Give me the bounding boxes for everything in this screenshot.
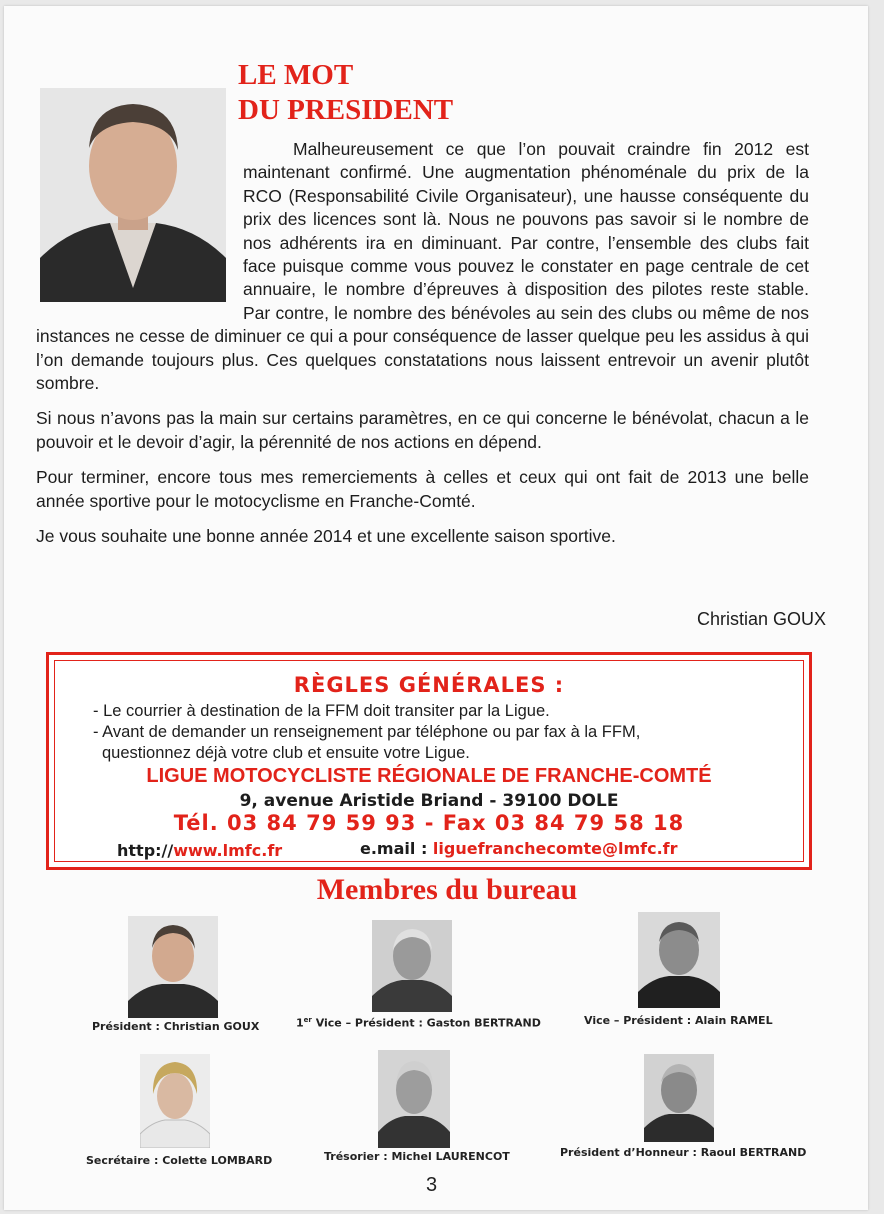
signature: Christian GOUX (696, 609, 826, 629)
email-link[interactable]: e.mail : liguefranchecomte@lmfc.fr (360, 839, 678, 858)
league-phone: Tél. 03 84 79 59 93 - Fax 03 84 79 58 18 (173, 811, 685, 835)
league-name: LIGUE MOTOCYCLISTE RÉGIONALE DE FRANCHE-COMTÉ (146, 765, 712, 787)
member-photo (128, 916, 218, 1018)
member-caption: Vice – Président : Alain RAMEL (584, 1014, 773, 1027)
member-photo (372, 920, 452, 1012)
member-caption: Président : Christian GOUX (92, 1020, 260, 1033)
rule-item: - Avant de demander un renseignement par téléphone ou par fax à la FFM, (93, 723, 641, 741)
league-address: 9, avenue Aristide Briand - 39100 DOLE (239, 791, 619, 811)
message-paragraph: Si nous n’avons pas la main sur certains paramètres, en ce qui concerne le bénévolat, chacun a le pouvoir et le devoir d’agir, la pérennité de nos actions en dépend. (36, 408, 809, 452)
message-paragraph: Je vous souhaite une bonne année 2014 et une excellente saison sportive. (36, 526, 616, 547)
page-title: LE MOT DU PRESIDENT (238, 59, 454, 126)
rules-box (46, 652, 812, 870)
message-paragraph: Pour terminer, encore tous mes remerciements à celles et ceux qui ont fait de 2013 une belle année sportive pour le motocyclisme en Franche-Comté. (36, 467, 809, 511)
member-photo (140, 1054, 210, 1148)
member-photo (638, 912, 720, 1008)
member-photo (644, 1054, 714, 1142)
website-link[interactable]: http://www.lmfc.fr (117, 841, 283, 860)
member-caption: Président d’Honneur : Raoul BERTRAND (560, 1146, 807, 1159)
member-caption: 1er Vice – Président : Gaston BERTRAND (296, 1016, 541, 1030)
president-message (36, 138, 809, 561)
rules-title: RÈGLES GÉNÉRALES : (293, 673, 565, 697)
rule-item: - Le courrier à destination de la FFM doit transiter par la Ligue. (93, 702, 550, 720)
message-paragraph: Malheureusement ce que l’on pouvait craindre fin 2012 est maintenant confirmé. Une augmentation phénoménale du prix de la RCO (Responsabilité Civile Organisateur), une hausse conséquente du prix des licences sont là. Nous ne pouvons pas savoir si le nombre de nos adhérents ira en diminuant. Par contre, l’ensemble des clubs fait face puisque comme vous pouvez le constater en page centrale de cet annuaire, le nombre d’épreuves à disposition des pilotes reste stable. Par contre, le nombre des bénévoles au sein des clubs ou même de nos instances ne cesse de diminuer ce qui a pour conséquence de lasser quelque peu les assidus à qui l’on demande toujours plus. Ces quelques constatations nous laissent entrevoir un avenir plutôt sombre. (36, 139, 809, 394)
bureau-title: Membres du bureau (316, 873, 578, 906)
page-number: 3 (426, 1174, 438, 1196)
member-caption: Secrétaire : Colette LOMBARD (86, 1154, 273, 1167)
member-photo (378, 1050, 450, 1148)
member-caption: Trésorier : Michel LAURENCOT (324, 1150, 510, 1163)
rule-item: questionnez déjà votre club et ensuite votre Ligue. (102, 744, 470, 762)
